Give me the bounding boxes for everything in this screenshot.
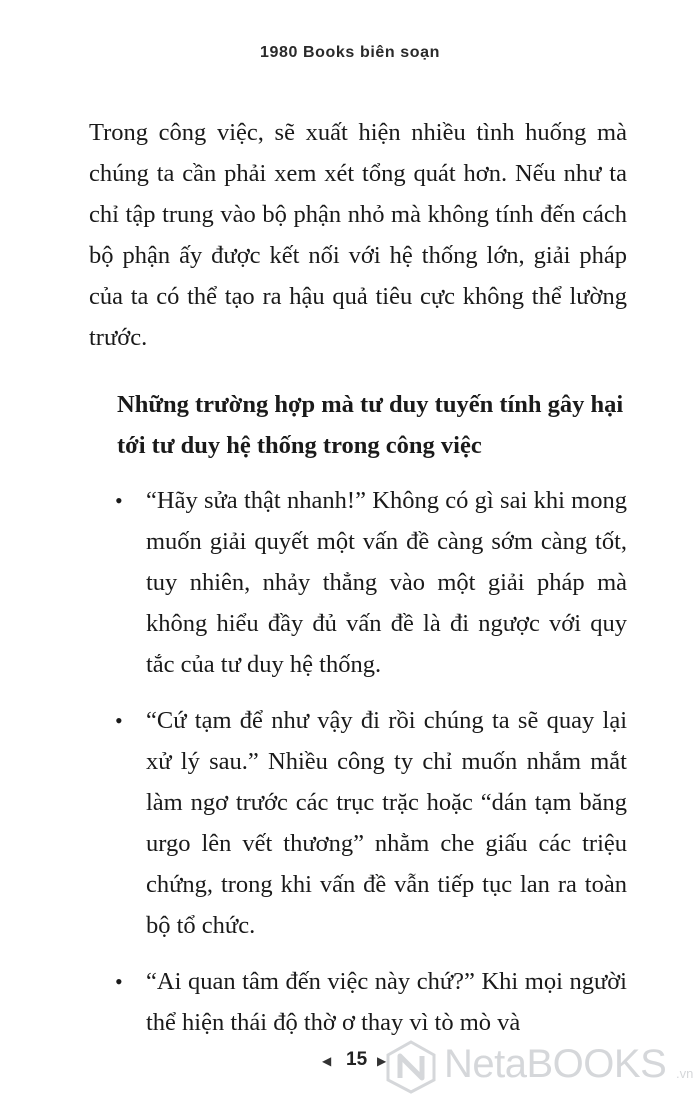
netabooks-logo-icon	[384, 1040, 438, 1094]
list-item	[89, 961, 627, 1043]
bullet-icon: •	[115, 969, 123, 994]
list-item	[89, 480, 627, 685]
bullet-list	[89, 480, 627, 1043]
page-content	[89, 112, 627, 1058]
previous-page-icon[interactable]: ◀	[322, 1054, 332, 1068]
running-header: 1980 Books biên soạn	[259, 44, 441, 61]
netabooks-watermark	[384, 1036, 694, 1096]
intro-paragraph: Trong công việc, sẽ xuất hiện nhiều tình huống mà chúng ta cần phải xem xét tổng quát hơn. Nếu như ta chỉ tập trung vào bộ phận nhỏ mà không tính đến cách bộ phận ấy được kết nối với hệ thống lớn, giải pháp của ta có thể tạo ra hậu quả tiêu cực không thể lường trước.	[89, 119, 627, 351]
bullet-text: “Hãy sửa thật nhanh!” Không có gì sai khi mong muốn giải quyết một vấn đề càng sớm càng tốt, tuy nhiên, nhảy thẳng vào một giải pháp mà không hiểu đầy đủ vấn đề là đi ngược với quy tắc của tư duy hệ thống.	[146, 487, 627, 678]
watermark-text: NetaBOOKS	[444, 1042, 667, 1086]
next-page-icon[interactable]: ▶	[377, 1054, 387, 1068]
page-number: 15	[346, 1049, 368, 1070]
section-heading: Những trường hợp mà tư duy tuyến tính gây hại tới tư duy hệ thống trong công việc	[117, 391, 624, 459]
list-item	[89, 700, 627, 946]
watermark-suffix: .vn	[676, 1066, 694, 1081]
bullet-icon: •	[115, 708, 123, 733]
bullet-text: “Cứ tạm để như vậy đi rồi chúng ta sẽ quay lại xử lý sau.” Nhiều công ty chỉ muốn nhắm mắt làm ngơ trước các trục trặc hoặc “dán tạm băng urgo lên vết thương” nhằm che giấu các triệu chứng, trong khi vấn đề vẫn tiếp tục lan ra toàn bộ tổ chức.	[146, 707, 627, 939]
bullet-text: “Ai quan tâm đến việc này chứ?” Khi mọi người thể hiện thái độ thờ ơ thay vì tò mò và	[146, 968, 627, 1036]
bullet-icon: •	[115, 488, 123, 513]
